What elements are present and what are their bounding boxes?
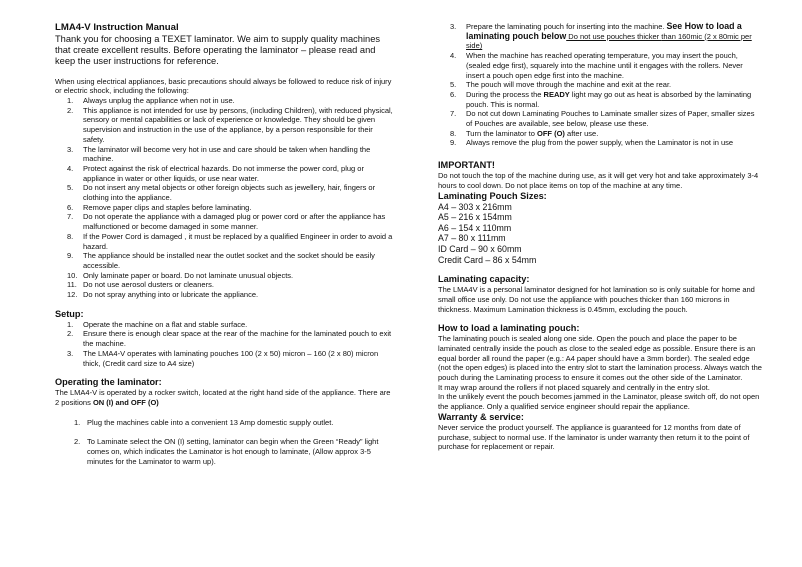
load-heading: How to load a laminating pouch: xyxy=(438,323,580,334)
list-item: 7. Do not cut down Laminating Pouches to Laminate smaller sizes of Paper, smaller sizes of Pouches are available, see below, please use these. xyxy=(450,109,755,129)
list-item: Credit Card – 86 x 54mm xyxy=(438,254,537,265)
list-item: 4. When the machine has reached operating temperature, you may insert the pouch, (sealed edge first), squarely into the machine until it engages with the rollers. Never insert a pouch open edge first into the machine. xyxy=(450,51,743,80)
list-item: ID Card – 90 x 60mm xyxy=(438,243,522,254)
safety-list xyxy=(55,96,393,300)
right-column xyxy=(438,22,762,452)
list-item: 8. Turn the laminator to OFF (O) after use. xyxy=(450,128,599,138)
safety-lead: When using electrical appliances, basic precautions should always be followed to reduce risk of injury or electric shock, including the following: xyxy=(55,76,392,96)
list-item: A5 – 216 x 154mm xyxy=(438,212,512,223)
list-item: 2. This appliance is not intended for use by persons, (including Children), with reduced physical, sensory or mental capabilities or lack of experience or knowledge. They should be given supervision and instruction in the use of the appliance, by a person responsible for their safety. xyxy=(67,105,393,144)
operating-intro: The LMA4-V is operated by a rocker switch, located at the right hand side of the appliance. There are 2 positions ON (I) and OFF (O) xyxy=(55,388,391,407)
load-text-2: It may wrap around the rollers if not placed squarely and centrally in the entry slot. xyxy=(438,382,710,392)
list-item: A7 – 80 x 111mm xyxy=(438,233,506,244)
manual-title: LMA4-V Instruction Manual xyxy=(55,22,179,33)
list-item: 8. If the Power Cord is damaged , it must be replaced by a qualified Engineer in order to avoid a hazard. xyxy=(67,231,393,251)
operating-heading: Operating the laminator: xyxy=(55,377,162,388)
list-item: 5. Do not insert any metal objects or other foreign objects such as jewellery, hair, fingers or clothing into the appliance. xyxy=(67,183,376,203)
setup-list xyxy=(55,320,393,369)
capacity-text: The LMA4V is a personal laminator designed for hot lamination so is only suitable for home and small office use only. Do not use the appliance with pouches thicker than 160 microns in thickness. Maximum Lamination thickness is 0.45mm, excluding the pouch. xyxy=(438,285,755,314)
important-heading: IMPORTANT! xyxy=(438,160,495,171)
sizes-list xyxy=(438,202,762,266)
list-item: 2. Ensure there is enough clear space at the rear of the machine for the laminated pouch to exit the machine. xyxy=(67,329,392,349)
warranty-heading: Warranty & service: xyxy=(438,411,524,422)
list-item: 5. The pouch will move through the machine and exit at the rear. xyxy=(450,80,672,90)
setup-heading: Setup: xyxy=(55,308,84,319)
list-item: A6 – 154 x 110mm xyxy=(438,222,512,233)
list-item: 3. The LMA4-V operates with laminating pouches 100 (2 x 50) micron – 160 (2 x 80) micron thick, (Credit card size to A4 size) xyxy=(67,348,379,368)
intro-paragraph: Thank you for choosing a TEXET laminator. We aim to supply quality machines that create excellent results. Before operating the laminator – please read and keep the user instructions for reference. xyxy=(55,34,381,67)
load-text-3: In the unlikely event the pouch becomes jammed in the Laminator, please switch off, do not open the appliance. Only a qualified service engineer should repair the appliance. xyxy=(438,392,760,412)
warranty-text: Never service the product yourself. The appliance is guaranteed for 12 months from date of purchase, subject to normal use. If the laminator is under warranty then return it to the point of purchase for replacement or repair. xyxy=(438,422,750,452)
sizes-heading: Laminating Pouch Sizes: xyxy=(438,190,547,201)
list-item: 4. Protect against the risk of electrical hazards. Do not immerse the power cord, plug or appliance in water or other liquids, or use near water. xyxy=(67,163,364,183)
list-item: 2. To Laminate select the ON (I) setting, laminator can begin when the Green “Ready” light comes on, which indicates the Laminator is hot enough to laminate, (Allow approx 3-5 minutes for the Laminator to warm up). xyxy=(74,437,379,466)
list-item: 3. Prepare the laminating pouch for inserting into the machine. See How to load a laminating pouch below Do not use pouches thicker than 160mic (2 x 80mic per side) xyxy=(450,21,752,51)
list-item: 1. Operate the machine on a flat and stable surface. xyxy=(67,319,248,329)
list-item: 1. Always unplug the appliance when not in use. xyxy=(67,96,235,106)
load-text: The laminating pouch is sealed along one side. Open the pouch and place the paper to be laminated centrally inside the pouch as close to the sealed edge as possible. Ensure there is an equal border all round the paper (e.g.: A4 paper should have a 3mm border). The sealed edge (not the open edges) is placed into the entry slot to start the lamination process. Always watch the pouch during the Laminating process to ensure it comes out the other side of the Laminator. xyxy=(438,334,762,383)
operating-list xyxy=(55,418,393,467)
list-item: 6. During the process the READY light may go out as heat is absorbed by the laminating pouch. This is normal. xyxy=(450,89,752,109)
capacity-heading: Laminating capacity: xyxy=(438,274,530,285)
list-item: A4 – 303 x 216mm xyxy=(438,201,512,212)
list-item: 6. Remove paper clips and staples before laminating. xyxy=(67,202,252,212)
important-text: Do not touch the top of the machine during use, as it will get very hot and take approximately 3-4 hours to cool down. Do not place items on top of the machine at any time. xyxy=(438,171,759,190)
list-item: 10. Only laminate paper or board. Do not laminate unusual objects. xyxy=(67,270,294,280)
left-column xyxy=(55,22,393,477)
list-item: 9. Always remove the plug from the power supply, when the Laminator is not in use xyxy=(450,138,734,148)
list-item: 9. The appliance should be installed near the outlet socket and the socket should be easily accessible. xyxy=(67,251,375,270)
list-item: 7. Do not operate the appliance with a damaged plug or power cord or after the appliance has malfunctioned or become damaged in some manner. xyxy=(67,212,386,232)
operating-steps-continued xyxy=(438,22,762,148)
list-item: 12. Do not spray anything into or lubricate the appliance. xyxy=(67,290,259,300)
list-item: 1. Plug the machines cable into a convenient 13 Amp domestic supply outlet. xyxy=(74,417,334,427)
list-item: 3. The laminator will become very hot in use and care should be taken when handling the machine. xyxy=(67,144,371,164)
list-item: 11. Do not use aerosol dusters or cleaners. xyxy=(67,280,214,290)
